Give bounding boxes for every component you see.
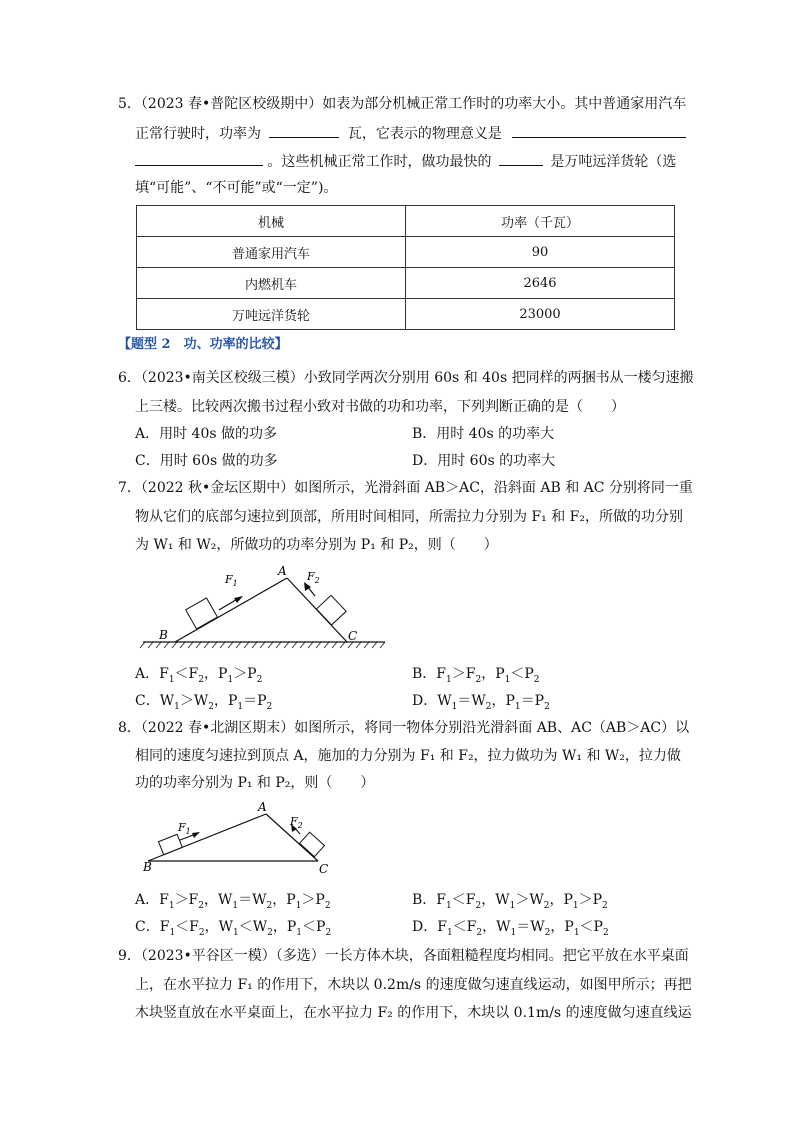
q5-line-1: 5．（2023 春•普陀区校级期中）如表为部分机械正常工作时的功率大小。其中普通家用汽车 bbox=[118, 96, 687, 112]
q8-incline-figure bbox=[140, 800, 340, 880]
q6-line-2: 上三楼。比较两次搬书过程小致对书做的功和功率，下列判断正确的是（ ） bbox=[135, 399, 625, 415]
q5-line-2-b: 瓦，它表示的物理意义是 bbox=[347, 126, 502, 142]
q8-option-a[interactable]: A．$F_1>F_2$，$W_1=W_2$，$P_1>P_2$ bbox=[135, 892, 331, 911]
q8-option-d[interactable]: D．$F_1<F_2$，$W_1=W_2$，$P_1<P_2$ bbox=[412, 919, 609, 938]
q5-blank-choice[interactable] bbox=[499, 151, 543, 166]
label-f1: F bbox=[178, 821, 186, 834]
label-f1: F bbox=[225, 573, 233, 586]
q7-incline-figure bbox=[135, 560, 395, 655]
q7-option-b[interactable]: B．$F_1>F_2$，$P_1<P_2$ bbox=[412, 666, 540, 685]
q6-line-1: 6．（2023•南关区校级三模）小致同学两次分别用 60s 和 40s 把同样的两捆书从一楼匀速搬 bbox=[118, 370, 694, 386]
svg-text:F1 bbox=[224, 573, 238, 588]
q6-option-a[interactable]: A．用时 40s 做的功多 bbox=[135, 426, 278, 442]
q9-line-3: 木块竖直放在水平桌面上，在水平拉力 F₂ 的作用下，木块以 0.1m/s 的速度做匀速直线运 bbox=[135, 1005, 692, 1021]
q5-blank-meaning-cont[interactable] bbox=[135, 151, 263, 166]
label-a: A bbox=[278, 564, 287, 578]
q8-line-3: 功的功率分别为 P₁ 和 P₂，则（ ） bbox=[135, 775, 375, 791]
table-header-power: 功率（千瓦） bbox=[406, 206, 675, 237]
q7-line-2: 物从它们的底部匀速拉到顶部，所用时间相同，所需拉力分别为 F₁ 和 F₂，所做的功分别 bbox=[135, 509, 684, 525]
power-table bbox=[136, 205, 675, 330]
table-cell: 90 bbox=[406, 237, 675, 268]
q8-line-2: 相同的速度匀速拉到顶点 A，施加的力分别为 F₁ 和 F₂，拉力做功为 W₁ 和 W₂，拉力做 bbox=[135, 748, 681, 764]
label-f1-sub: 1 bbox=[232, 579, 238, 588]
table-row bbox=[137, 299, 675, 330]
block-1 bbox=[186, 598, 218, 629]
q7-line-1: 7．（2022 秋•金坛区期中）如图所示，光滑斜面 AB＞AC，沿斜面 AB 和 AC 分别将同一重 bbox=[118, 480, 693, 496]
table-cell: 内燃机车 bbox=[137, 268, 406, 299]
table-header-machine: 机械 bbox=[137, 206, 406, 237]
q7-option-c[interactable]: C．$W_1>W_2$，$P_1=P_2$ bbox=[135, 693, 273, 712]
q7-option-a[interactable]: A．$F_1<F_2$，$P_1>P_2$ bbox=[135, 666, 263, 685]
table-cell: 23000 bbox=[406, 299, 675, 330]
svg-text:F2 bbox=[306, 570, 320, 585]
table-cell: 万吨远洋货轮 bbox=[137, 299, 406, 330]
table-cell: 普通家用汽车 bbox=[137, 237, 406, 268]
q6-option-c[interactable]: C．用时 60s 做的功多 bbox=[135, 453, 278, 469]
label-a: A bbox=[258, 800, 267, 814]
q5-line-2 bbox=[135, 123, 686, 144]
label-c: C bbox=[348, 629, 358, 643]
label-b: B bbox=[143, 860, 152, 874]
section-heading: 【题型 2 功、功率的比较】 bbox=[118, 337, 288, 352]
q7-line-3: 为 W₁ 和 W₂，所做功的功率分别为 P₁ 和 P₂，则（ ） bbox=[135, 537, 498, 553]
svg-text:F1 bbox=[177, 821, 191, 836]
block-2 bbox=[316, 595, 346, 625]
q6-option-d[interactable]: D．用时 60s 的功率大 bbox=[412, 453, 556, 469]
label-f1-sub: 1 bbox=[185, 827, 191, 836]
label-f2: F bbox=[290, 815, 298, 828]
q5-blank-power[interactable] bbox=[269, 123, 339, 138]
table-cell: 2646 bbox=[406, 268, 675, 299]
q8-option-c[interactable]: C．$F_1<F_2$，$W_1<W_2$，$P_1<P_2$ bbox=[135, 919, 332, 938]
table-row bbox=[137, 268, 675, 299]
q8-line-1: 8．（2022 春•北湖区期末）如图所示，将同一物体分别沿光滑斜面 AB、AC（AB＞AC）以 bbox=[118, 720, 690, 736]
q5-line-3-a: 。这些机械正常工作时，做功最快的 bbox=[267, 154, 492, 170]
q5-line-2-a: 正常行驶时，功率为 bbox=[135, 126, 261, 142]
block-1 bbox=[159, 834, 183, 854]
label-b: B bbox=[159, 628, 168, 642]
label-c: C bbox=[319, 862, 329, 876]
q9-line-2: 上，在水平拉力 F₁ 的作用下，木块以 0.2m/s 的速度做匀速直线运动，如图甲所示；再把 bbox=[135, 977, 692, 993]
block-2 bbox=[300, 832, 325, 857]
svg-text:F2 bbox=[289, 815, 303, 830]
q8-option-b[interactable]: B．$F_1<F_2$，$W_1>W_2$，$P_1>P_2$ bbox=[412, 892, 608, 911]
table-header-row bbox=[137, 206, 675, 237]
table-row bbox=[137, 237, 675, 268]
label-f2: F bbox=[307, 570, 315, 583]
q5-blank-meaning[interactable] bbox=[512, 123, 686, 138]
label-f2-sub: 2 bbox=[297, 821, 303, 830]
label-f2-sub: 2 bbox=[314, 576, 320, 585]
q5-line-3-b: 是万吨远洋货轮（选 bbox=[550, 154, 677, 170]
q6-option-b[interactable]: B．用时 40s 的功率大 bbox=[412, 426, 555, 442]
q5-line-3 bbox=[135, 151, 676, 172]
q7-option-d[interactable]: D．$W_1=W_2$，$P_1=P_2$ bbox=[412, 693, 550, 712]
q9-line-1: 9．（2023•平谷区一模）（多选）一长方体木块，各面粗糙程度均相同。把它平放在水平桌面 bbox=[118, 948, 689, 964]
q5-line-4: 填“可能”、“不可能”或“一定”)。 bbox=[135, 180, 338, 196]
